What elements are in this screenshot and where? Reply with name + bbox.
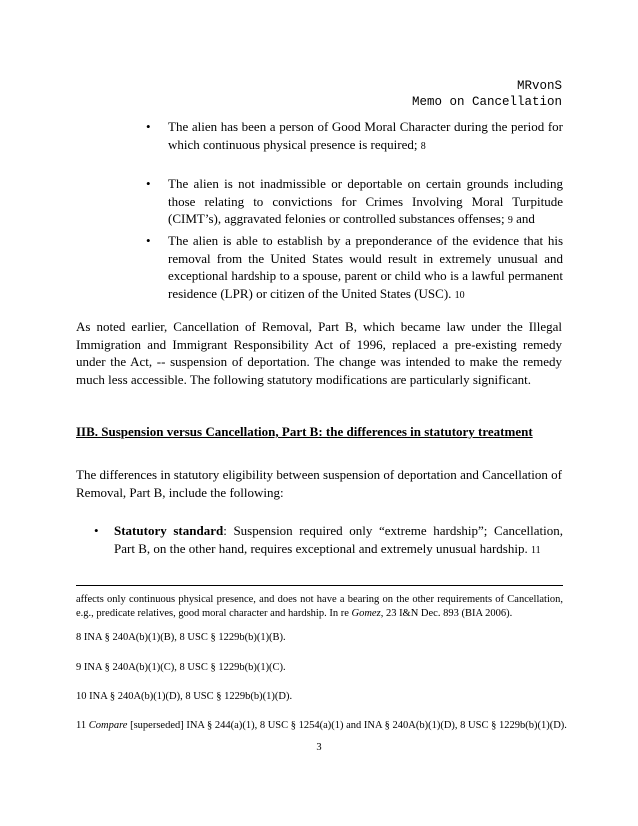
list-item-suffix: and: [516, 211, 535, 226]
footnote-ref-9: 9: [507, 215, 513, 226]
footnote-8: 8 INA § 240A(b)(1)(B), 8 USC § 1229b(b)(1)(B).: [76, 632, 286, 643]
list-item: [168, 175, 563, 230]
section-heading: IIB. Suspension versus Cancellation, Part B: the differences in statutory treatment: [76, 424, 533, 439]
signal-word: Compare: [88, 720, 128, 731]
list-item-text: The alien has been a person of Good Moral Character during the period for which continuous physical presence is required;: [168, 119, 563, 152]
body-paragraph: The differences in statutory eligibility between suspension of deportation and Cancellation of Removal, Part B, include the following:: [76, 467, 562, 500]
list-item-text: The alien is not inadmissible or deportable on certain grounds including those relating to convictions for Crimes Involving Moral Turpitude (CIMT’s), aggravated felonies or controlled substances offenses;: [168, 176, 563, 226]
footnote-text: , 23 I&N Dec. 893 (BIA 2006).: [380, 608, 513, 619]
statutory-label: Statutory standard: [114, 523, 224, 538]
footnote-text: affects only continuous physical presence, and does not have a bearing on the other requirements of Cancellation, e.g., predicate relatives, good moral character and hardship. In re: [76, 594, 563, 619]
footnote-text: [superseded] INA § 244(a)(1), 8 USC § 1254(a)(1) and INA § 240A(b)(1)(D), 8 USC § 1229b(b)(1)(D).: [127, 720, 567, 731]
statutory-text: : Suspension required only “extreme hardship”; Cancellation, Part B, on the other hand, requires exceptional and extremely unusual hardship.: [114, 523, 563, 556]
statutory-standard-item: [114, 522, 563, 559]
footnote-ref-10: 10: [454, 289, 465, 301]
list-item: [168, 232, 563, 304]
header-title: Memo on Cancellation: [411, 95, 562, 109]
footnote-9: 9 INA § 240A(b)(1)(C), 8 USC § 1229b(b)(1)(C).: [76, 662, 286, 673]
footnote-continuation: [76, 593, 563, 621]
body-paragraph: As noted earlier, Cancellation of Removal, Part B, which became law under the Illegal Immigration and Immigrant Responsibility Act of 1996, replaced a pre-existing remedy under the Act, -- suspension of deportation. The change was intended to make the remedy much less accessible. The following statutory modifications are particularly significant.: [76, 319, 562, 387]
header-author: MRvonS: [516, 79, 562, 93]
page-number: 3: [316, 742, 322, 753]
case-name: Gomez: [351, 608, 381, 619]
footnote-number: 11: [76, 720, 89, 731]
footnote-10: 10 INA § 240A(b)(1)(D), 8 USC § 1229b(b)(1)(D).: [76, 691, 293, 702]
footnote-11: [76, 719, 567, 733]
footnote-ref-8: 8: [420, 140, 426, 152]
footnote-ref-11: 11: [530, 544, 541, 556]
list-item-text: The alien is able to establish by a preponderance of the evidence that his removal from the United States would result in extremely unusual and exceptional hardship to a spouse, parent or child who is a lawful permanent residence (LPR) or citizen of the United States (USC).: [168, 233, 563, 301]
running-header: [412, 78, 562, 110]
list-item: [168, 118, 563, 155]
footnote-divider: [76, 585, 563, 586]
